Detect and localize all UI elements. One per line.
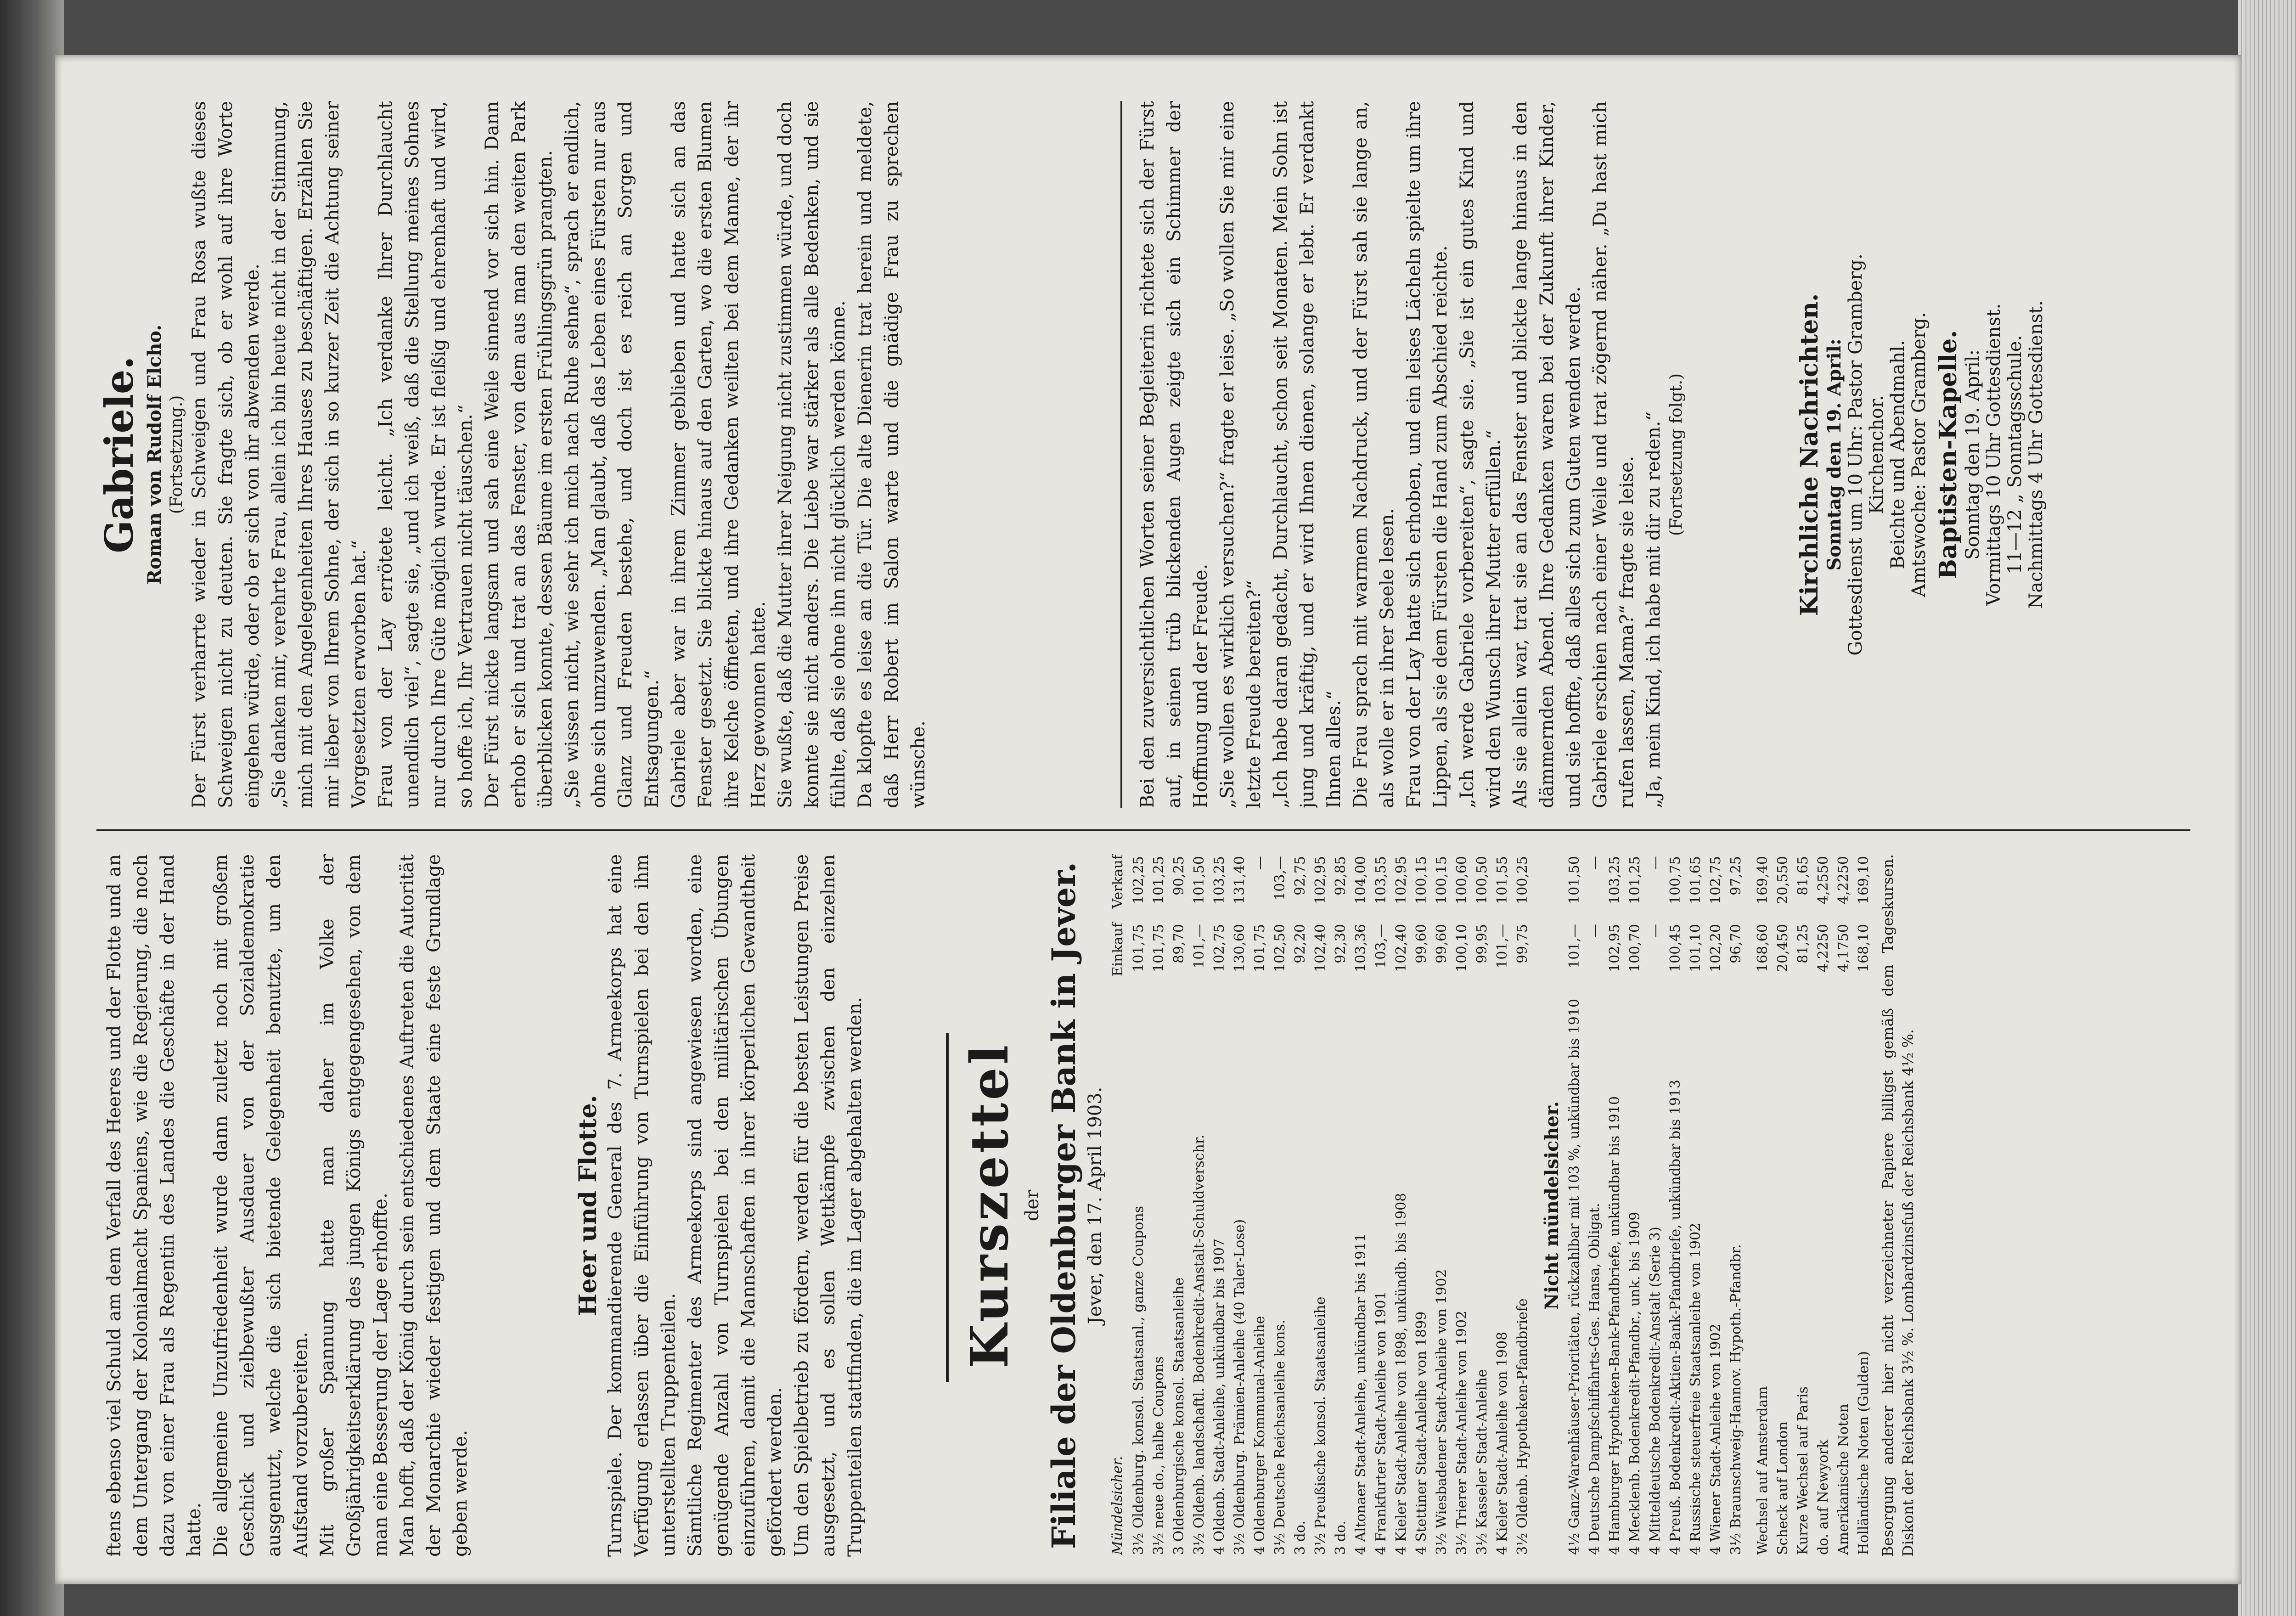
novel-paragraph: Frau von der Lay hatte sich erhoben, und ein leises Lächeln spielte um ihre Lippen, als sie dem Fürsten die Hand zum Abschied reichte. xyxy=(1403,101,1451,808)
article-paragraph: Um den Spielbetrieb zu fördern, werden für die besten Leistungen Preise ausgesetzt, und es sollen Wettkämpfe zwischen den einzelnen Truppenteilen stattfinden, die im Lager abgehalten werden. xyxy=(791,854,866,1557)
rates-table-nicht-mundelsicher xyxy=(1564,854,1746,1557)
rate-buy-value: 102,20 xyxy=(1708,924,1724,972)
rate-row xyxy=(1210,854,1230,1557)
rate-sell-value: 92,85 xyxy=(1333,856,1349,895)
rate-sell-value: 102,95 xyxy=(1393,856,1409,904)
rates-table-mundelsicher xyxy=(1108,854,1533,1557)
rate-row xyxy=(1149,854,1169,1557)
rate-security-name: 3 do. xyxy=(1292,1520,1308,1555)
rate-security-name: 3½ Deutsche Reichsanleihe kons. xyxy=(1272,1319,1288,1555)
rate-row xyxy=(1513,854,1533,1557)
rate-sell-value: — xyxy=(1647,856,1663,870)
novel-paragraph: Bei den zuversichtlichen Worten seiner Begleiterin richtete sich der Fürst auf, in seinen trüb blickenden Augen zeigte sich ein Schimmer der Hoffnung und der Freude. xyxy=(1137,101,1211,808)
rate-sell-value: 97,25 xyxy=(1728,856,1744,895)
rate-buy-value: 101,— xyxy=(1191,924,1207,968)
kurszettel-footnote: Besorgung anderer hier nicht verzeichneter Papiere billigst gemäß dem Tageskursen. Diskont der Reichsbank 3½ %. Lombardzinsfuß der Reichsbank 4½ %. xyxy=(1879,854,1917,1557)
rate-sell-value: — xyxy=(1587,856,1603,870)
novel-author: Roman von Rudolf Elcho. xyxy=(144,324,165,585)
rate-security-name: Kurze Wechsel auf Paris xyxy=(1795,1386,1811,1555)
novel-paragraph: Da klopfte es leise an die Tür. Die alte Dienerin trat herein und meldete, daß Herr Robert im Salon warte und die gnädige Frau zu sprechen wünsche. xyxy=(855,101,929,808)
rate-buy-value: 92,30 xyxy=(1333,924,1349,963)
article-paragraph: Man hofft, daß der König durch sein entschiedenes Auftreten die Autorität der Monarchie wieder festigen und dem Staate eine feste Grundlage geben werde. xyxy=(397,854,471,1557)
rate-buy-value: 101,75 xyxy=(1151,924,1167,972)
novel-section xyxy=(96,101,1107,808)
rate-row xyxy=(1432,854,1452,1557)
rate-row xyxy=(1813,854,1834,1557)
rate-buy-value: 168,10 xyxy=(1856,924,1872,972)
novel-paragraph: „Sie wollen es wirklich versuchen?“ fragte er leise. „So wollen Sie mir eine letzte Freude bereiten?“ xyxy=(1217,101,1265,808)
rate-security-name: 3½ Braunschweig-Hannov. Hypoth.-Pfandbr. xyxy=(1728,1244,1744,1555)
rate-buy-value: 168,60 xyxy=(1755,924,1771,972)
rate-security-name: 4 Russische steuerfreie Staatsanleihe von 1902 xyxy=(1688,1222,1704,1555)
rate-buy-value: 99,60 xyxy=(1434,924,1450,963)
novel-paragraph: „Sie wissen nicht, wie sehr ich mich nach Ruhe sehne“, sprach er endlich, ohne sich umzuwenden. „Man glaubt, daß das Leben eines Fürsten nur aus Glanz und Freuden bestehe, und doch ist es reich an Sorgen und Entsagungen.“ xyxy=(562,101,663,808)
novel-paragraph: „Sie danken mir, verehrte Frau, allein ich bin heute nicht in der Stimmung, mich mit den Angelegenheiten Ihres Hauses zu beschäftigen. Erzählen Sie mir lieber von Ihrem Sohne, der sich in so kurzer Zeit die Achtung seiner Vorgesetzten erworben hat.“ xyxy=(269,101,370,808)
rate-row xyxy=(1666,854,1686,1557)
rate-buy-value: 99,95 xyxy=(1474,924,1490,963)
rates-rows-2 xyxy=(1564,854,1746,1557)
rates-rows-1 xyxy=(1129,854,1533,1557)
kurszettel-section xyxy=(960,854,2181,1557)
novel-paragraph: Die Frau sprach mit warmem Nachdruck, und der Fürst sah sie lange an, als wolle er in ihrer Seele lesen. xyxy=(1350,101,1398,808)
rate-security-name: 4 Kieler Stadt-Anleihe von 1898, unkündb. bis 1908 xyxy=(1393,1193,1409,1555)
rate-buy-value: 103,— xyxy=(1373,924,1389,968)
rate-buy-value: — xyxy=(1587,924,1603,938)
rate-sell-value: 169,40 xyxy=(1755,856,1771,904)
rate-buy-value: 4,1750 xyxy=(1835,924,1851,972)
novel-end-note: (Fortsetzung folgt.) xyxy=(1667,373,1686,536)
rate-security-name: 4 Kieler Stadt-Anleihe von 1908 xyxy=(1494,1331,1510,1555)
rate-sell-value: 103,25 xyxy=(1211,856,1227,904)
rate-row xyxy=(1371,854,1391,1557)
kurszettel-bank: Filiale der Oldenburger Bank in Jever. xyxy=(1045,861,1083,1549)
article-paragraph: Die allgemeine Unzufriedenheit wurde dann zuletzt noch mit großem Geschick und zielbewußter Ausdauer von der Sozialdemokratie ausgenutzt, welche die sich bietende Gelegenheit benutzte, um den Aufstand vorzubereiten. xyxy=(210,854,311,1557)
rate-buy-value: 81,25 xyxy=(1795,924,1811,963)
kurszettel-subtitle: der xyxy=(1022,1189,1043,1222)
rate-buy-value: 101,— xyxy=(1494,924,1510,968)
church-line: Beichte und Abendmahl. xyxy=(1887,340,1908,569)
rate-sell-value: 102,75 xyxy=(1708,856,1724,904)
rate-security-name: 4 Oldenb. Stadt-Anleihe, unkündbar bis 1907 xyxy=(1211,1238,1227,1555)
rate-security-name: 3½ Oldenb. landschaftl. Bodenkredit-Anstalt-Schuldverschr. xyxy=(1191,1134,1207,1555)
rate-buy-value: 89,70 xyxy=(1171,924,1187,963)
church-title: Kirchliche Nachrichten. xyxy=(1795,293,1823,616)
column-header-sell: Verkauf xyxy=(1110,855,1126,909)
rate-sell-value: 100,25 xyxy=(1514,856,1531,904)
rate-row xyxy=(1311,854,1331,1557)
column-rule xyxy=(1120,101,1122,808)
rate-security-name: Amerikanische Noten xyxy=(1835,1403,1851,1555)
rate-buy-value: 130,60 xyxy=(1232,924,1248,972)
novel-note: (Fortsetzung.) xyxy=(167,395,186,514)
rate-row xyxy=(1773,854,1793,1557)
novel-paragraph: Gabriele aber war in ihrem Zimmer geblieben und hatte sich an das Fenster gesetzt. Sie blickte hinaus auf den Garten, wo die ersten Blumen ihre Kelche öffneten, und ihre Gedanken weilten bei dem Manne, der ihr Herz gewonnen hatte. xyxy=(668,101,769,808)
church-line: Amtswoche: Pastor Gramberg. xyxy=(1908,312,1930,597)
novel-paragraph: Der Fürst nickte langsam und sah eine Weile sinnend vor sich hin. Dann erhob er sich und trat an das Fenster, von dem aus man den weiten Park überblicken konnte, dessen Bäume im ersten Frühlingsgrün prangten. xyxy=(482,101,556,808)
rate-sell-value: 100,60 xyxy=(1454,856,1470,904)
rate-sell-value: 90,25 xyxy=(1171,856,1187,895)
rate-security-name: Wechsel auf Amsterdam xyxy=(1755,1386,1771,1555)
rate-sell-value: 4,2250 xyxy=(1835,856,1851,904)
rate-buy-value: 100,45 xyxy=(1667,924,1683,972)
section-rule xyxy=(946,1033,949,1382)
novel-paragraph: Als sie allein war, trat sie an das Fenster und blickte lange hinaus in den dämmernden Abend. Ihre Gedanken waren bei der Zukunft ihrer Kinder, und sie hoffte, daß alles sich zum Guten wenden werde. xyxy=(1510,101,1584,808)
rate-buy-value: 101,75 xyxy=(1252,924,1268,972)
rate-buy-value: 102,40 xyxy=(1393,924,1409,972)
rate-security-name: 3½ Oldenburg. konsol. Staatsanl., ganze Coupons xyxy=(1131,1205,1147,1555)
church-line: Gottesdienst um 10 Uhr: Pastor Gramberg. xyxy=(1845,253,1866,656)
rate-buy-value: 100,70 xyxy=(1627,924,1643,972)
rotated-page-content xyxy=(96,96,2190,1557)
rate-sell-value: 100,75 xyxy=(1667,856,1683,904)
rate-buy-value: 101,— xyxy=(1566,924,1582,968)
kurszettel-date: Jever, den 17. April 1903. xyxy=(1085,1087,1106,1324)
rate-buy-value: 102,40 xyxy=(1312,924,1328,972)
rate-row xyxy=(1169,854,1189,1557)
rate-row xyxy=(1452,854,1472,1557)
rate-sell-value: 101,55 xyxy=(1494,856,1510,904)
rate-security-name: 4 Frankfurter Stadt-Anleihe von 1901 xyxy=(1373,1291,1389,1555)
rate-security-name: do. auf Newyork xyxy=(1815,1440,1831,1555)
rate-security-name: 4 Hamburger Hypotheken-Bank-Pfandbriefe, unkündbar bis 1910 xyxy=(1607,1096,1623,1555)
rate-sell-value: 100,15 xyxy=(1434,856,1450,904)
rate-sell-value: 103,— xyxy=(1272,856,1288,901)
rate-row xyxy=(1412,854,1432,1557)
table-section-label: Mündelsicher. xyxy=(1109,1456,1125,1555)
rate-row xyxy=(1129,854,1149,1557)
rates-table-exchange xyxy=(1753,854,1874,1557)
rate-buy-value: 102,50 xyxy=(1272,924,1288,972)
article-paragraph: Turnspiele. Der kommandierende General des 7. Armeekorps hat eine Verfügung erlassen über die Einführung von Turnspielen bei den ihm unterstellten Truppenteilen. xyxy=(605,854,679,1557)
rate-row xyxy=(1753,854,1773,1557)
novel-continuation xyxy=(1134,101,1777,808)
article-top xyxy=(101,854,569,1557)
rate-row xyxy=(1834,854,1854,1557)
rate-buy-value: 102,75 xyxy=(1211,924,1227,972)
rate-security-name: 4 Altonaer Stadt-Anleihe, unkündbar bis 1911 xyxy=(1353,1233,1369,1555)
rate-security-name: 3½ Preußische konsol. Staatsanleihe xyxy=(1312,1296,1328,1555)
rate-sell-value: 103,25 xyxy=(1607,856,1623,904)
article-paragraph: Sämtliche Regimenter des Armeekorps sind angewiesen worden, eine genügende Anzahl von Turnspielen bei den militärischen Übungen einzuführen, damit die Mannschaften in ihrer körperlichen Gewandtheit gefördert werden. xyxy=(685,854,786,1557)
chapel-line: Nachmittags 4 Uhr Gottesdienst. xyxy=(2026,300,2047,609)
rate-row xyxy=(1793,854,1813,1557)
rates-rows-3 xyxy=(1753,854,1874,1557)
rate-row xyxy=(1625,854,1645,1557)
rate-buy-value: 99,60 xyxy=(1413,924,1429,963)
rate-security-name: 4 Deutsche Dampfschiffahrts-Ges. Hansa, Obligat. xyxy=(1587,1203,1603,1555)
rate-sell-value: 101,50 xyxy=(1191,856,1207,904)
rate-security-name: 4 Mitteldeutsche Bodenkredit-Anstalt (Serie 3) xyxy=(1647,1227,1663,1555)
rate-security-name: 3½ Oldenb. Hypotheken-Pfandbriefe xyxy=(1514,1298,1531,1555)
church-notices xyxy=(1795,101,2190,808)
rate-sell-value: 20,550 xyxy=(1775,856,1791,904)
rate-row xyxy=(1270,854,1290,1557)
rate-sell-value: 169,10 xyxy=(1856,856,1872,904)
rate-sell-value: 104,00 xyxy=(1353,856,1369,904)
novel-paragraph: „Ich werde Gabriele vorbereiten“, sagte sie. „Sie ist ein gutes Kind und wird den Wunsch ihrer Mutter erfüllen.“ xyxy=(1457,101,1504,808)
rate-sell-value: 101,25 xyxy=(1627,856,1643,904)
chapel-title: Baptisten-Kapelle. xyxy=(1934,330,1962,580)
rate-sell-value: 4,2550 xyxy=(1815,856,1831,904)
rate-row xyxy=(1585,854,1605,1557)
rate-row xyxy=(1726,854,1746,1557)
rate-buy-value: 96,70 xyxy=(1728,924,1744,963)
rate-row xyxy=(1605,854,1625,1557)
rate-sell-value: 100,15 xyxy=(1413,856,1429,904)
kurszettel-title: Kurszettel xyxy=(960,1042,1020,1369)
rate-sell-value: 100,50 xyxy=(1474,856,1490,904)
rate-security-name: 3½ Trierer Stadt-Anleihe von 1902 xyxy=(1454,1310,1470,1555)
novel-paragraph: „Ich habe daran gedacht, Durchlaucht, schon seit Monaten. Mein Sohn ist jung und kräftig, und er wird Ihnen dienen, solange er lebt. Er verdankt Ihnen alles.“ xyxy=(1270,101,1345,808)
rate-buy-value: 20,450 xyxy=(1775,924,1791,972)
rate-buy-value: — xyxy=(1647,924,1663,938)
chapel-line: Sonntag den 19. April: xyxy=(1962,349,1983,560)
rate-row xyxy=(1351,854,1371,1557)
rate-security-name: 4 Mecklenb. Bodenkredit-Pfandbr., unk. bis 1909 xyxy=(1627,1211,1643,1555)
rate-security-name: 3½ Kasseler Stadt-Anleihe xyxy=(1474,1369,1490,1555)
rate-security-name: 4 Oldenburger Kommunal-Anleihe xyxy=(1252,1316,1268,1555)
rate-security-name: 3½ Oldenburg. Prämien-Anleihe (40 Taler-Lose) xyxy=(1232,1219,1248,1555)
table-section-label: Nicht mündelsicher. xyxy=(1541,1101,1563,1310)
rate-sell-value: 101,25 xyxy=(1151,856,1167,904)
rate-security-name: 3 do. xyxy=(1333,1520,1349,1555)
book-binding xyxy=(0,0,64,1616)
novel-paragraph: Sie wußte, daß die Mutter ihrer Neigung nicht zustimmen würde, und doch konnte sie nicht anders. Die Liebe war stärker als alle Bedenken, und sie fühlte, daß sie ohne ihn nicht glücklich werden könne. xyxy=(775,101,849,808)
rate-security-name: 3½ Wiesbadener Stadt-Anleihe von 1902 xyxy=(1434,1269,1450,1555)
rate-security-name: Holländische Noten (Gulden) xyxy=(1856,1351,1872,1555)
rate-row xyxy=(1331,854,1351,1557)
rate-security-name: 4 Stettiner Stadt-Anleihe von 1899 xyxy=(1413,1311,1429,1555)
rate-buy-value: 99,75 xyxy=(1514,924,1531,963)
rate-sell-value: 131,40 xyxy=(1232,856,1248,904)
rate-sell-value: — xyxy=(1252,856,1268,870)
novel-paragraph: Frau von der Lay errötete leicht. „Ich verdanke Ihrer Durchlaucht unendlich viel“, sagte sie, „und ich weiß, daß die Stellung meines Sohnes nur durch Ihre Güte möglich wurde. Er ist fleißig und ehrenhaft und wird, so hoffe ich, Ihr Vertrauen nicht täuschen.“ xyxy=(375,101,476,808)
rate-buy-value: 103,36 xyxy=(1353,924,1369,972)
rate-sell-value: 92,75 xyxy=(1292,856,1308,895)
column-rule xyxy=(96,829,2190,831)
rate-row xyxy=(1189,854,1210,1557)
rate-row xyxy=(1645,854,1666,1557)
rate-sell-value: 101,50 xyxy=(1566,856,1582,904)
newspaper-page xyxy=(55,55,2241,1584)
rate-security-name: Scheck auf London xyxy=(1775,1421,1791,1555)
novel-title: Gabriele. xyxy=(96,356,142,553)
rate-buy-value: 100,10 xyxy=(1454,924,1470,972)
church-date: Sonntag den 19. April: xyxy=(1823,338,1845,571)
rate-row xyxy=(1492,854,1513,1557)
rate-sell-value: 102,95 xyxy=(1312,856,1328,904)
article-paragraph: Mit großer Spannung hatte man daher im Volke der Großjährigkeitserklärung des jungen Königs entgegengesehen, von dem man eine Besserung der Lage erhoffte. xyxy=(317,854,391,1557)
rate-security-name: 3½ neue do., halbe Coupons xyxy=(1151,1356,1167,1555)
rate-sell-value: 103,55 xyxy=(1373,856,1389,904)
rate-security-name: 4 Wiener Stadt-Anleihe von 1902 xyxy=(1708,1323,1724,1555)
rate-row xyxy=(1854,854,1874,1557)
rate-row xyxy=(1290,854,1311,1557)
rate-security-name: 4½ Ganz-Warenhäuser-Prioritäten, rückzahlbar mit 103 %, unkündbar bis 1910 xyxy=(1566,998,1582,1555)
rate-row xyxy=(1391,854,1412,1557)
rate-row xyxy=(1686,854,1706,1557)
rate-row xyxy=(1230,854,1250,1557)
chapel-line: Vormittags 10 Uhr Gottesdienst. xyxy=(1983,303,2004,606)
rate-sell-value: 101,65 xyxy=(1688,856,1704,904)
rate-buy-value: 101,10 xyxy=(1688,924,1704,972)
page-edges xyxy=(2238,0,2296,1616)
article-paragraph: ftens ebenso viel Schuld am dem Verfall des Heeres und der Flotte und an dem Untergang der Kolonialmacht Spaniens, wie die Regierung, die noch dazu von einer Frau als Regentin des Landes die Geschäfte in der Hand hatte. xyxy=(104,854,205,1557)
chapel-line: 11—12 „ Sonntagsschule. xyxy=(2004,335,2026,574)
heer-und-flotte-section xyxy=(574,854,932,1557)
column-header-buy: Einkauf xyxy=(1110,923,1126,977)
rate-security-name: 3 Oldenburgische konsol. Staatsanleihe xyxy=(1171,1277,1187,1555)
rate-buy-value: 102,95 xyxy=(1607,924,1623,972)
rate-security-name: 4 Preuß. Bodenkredit-Aktien-Bank-Pfandbriefe, unkündbar bis 1913 xyxy=(1667,1080,1683,1555)
rate-buy-value: 101,75 xyxy=(1131,924,1147,972)
rate-row xyxy=(1706,854,1726,1557)
rate-row xyxy=(1472,854,1492,1557)
rate-sell-value: 102,25 xyxy=(1131,856,1147,904)
rate-row xyxy=(1564,854,1585,1557)
novel-paragraph: Gabriele erschien nach einer Weile und trat zögernd näher. „Du hast mich rufen lassen, Mama?“ fragte sie leise. xyxy=(1590,101,1638,808)
rate-sell-value: 81,65 xyxy=(1795,856,1811,895)
church-line: Kirchenchor. xyxy=(1866,395,1887,514)
novel-paragraph: „Ja, mein Kind, ich habe mit dir zu reden.“ xyxy=(1643,411,1664,808)
rate-buy-value: 92,20 xyxy=(1292,924,1308,963)
heer-und-flotte-title: Heer und Flotte. xyxy=(574,1095,602,1316)
rate-buy-value: 4,2250 xyxy=(1815,924,1831,972)
novel-paragraph: Der Fürst verharrte wieder in Schweigen und Frau Rosa wußte dieses Schweigen nicht zu deuten. Sie fragte sich, ob er wohl auf ihre Worte eingehen würde, oder ob er sich von ihr abwenden werde. xyxy=(189,101,263,808)
rate-row xyxy=(1250,854,1270,1557)
